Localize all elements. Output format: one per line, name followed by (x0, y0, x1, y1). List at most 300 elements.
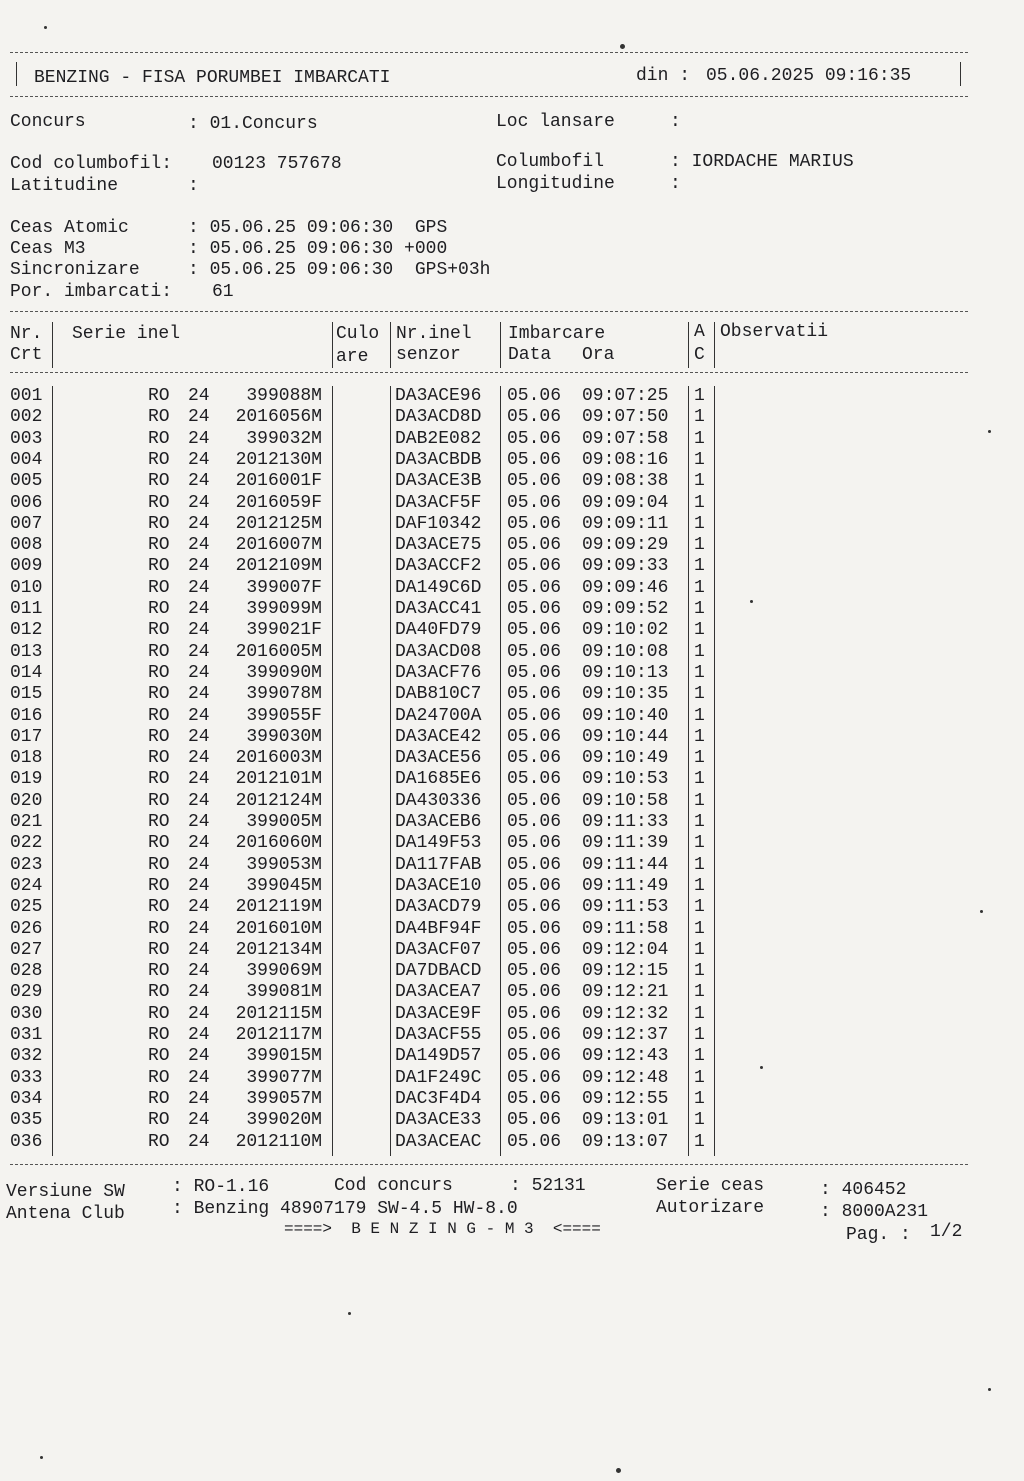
table-row (0, 599, 1024, 620)
table-row (0, 493, 1024, 514)
sensor-ring: DA3ACF5F (395, 492, 482, 513)
basketing-time: 09:11:49 (582, 875, 669, 896)
sensor-ring: DAF10342 (395, 513, 482, 534)
sensor-ring: DA3ACF55 (395, 1025, 482, 1045)
col-data-header: Data (508, 345, 552, 365)
por-imbarcati-value: 61 (212, 282, 234, 302)
ring-year: 24 (188, 535, 210, 556)
ac-flag: 1 (694, 961, 705, 982)
col-sep-6 (714, 322, 715, 368)
basketing-date: 05.06 (507, 1131, 562, 1152)
table-row (0, 1089, 1024, 1110)
basketing-time: 09:07:58 (582, 428, 669, 449)
ring-year: 24 (188, 641, 210, 662)
ac-flag: 1 (694, 854, 705, 875)
basketing-time: 09:11:58 (582, 918, 669, 939)
ring-number: 399090M (246, 662, 322, 683)
row-number: 036 (10, 1131, 43, 1152)
table-row (0, 897, 1024, 918)
table-row (0, 1068, 1024, 1089)
sensor-ring: DA430336 (395, 790, 482, 811)
body-sep-4 (500, 386, 501, 1156)
table-row (0, 706, 1024, 727)
basketing-time: 09:09:29 (582, 535, 669, 556)
ring-number: 399081M (246, 982, 322, 1003)
col-nr-header-2: Crt (10, 345, 43, 365)
ring-country: RO (148, 812, 170, 832)
ring-year: 24 (188, 982, 210, 1003)
ring-number: 2012110M (235, 1131, 322, 1152)
basketing-date: 05.06 (507, 726, 562, 747)
basketing-date: 05.06 (507, 577, 562, 598)
ring-number: 399032M (246, 428, 322, 449)
ring-number: 2016056M (235, 407, 322, 428)
ac-flag: 1 (694, 748, 705, 769)
table-row (0, 1046, 1024, 1067)
ring-number: 399020M (246, 1110, 322, 1131)
row-number: 033 (10, 1067, 43, 1088)
row-number: 032 (10, 1046, 43, 1067)
ring-number: 2012124M (235, 790, 322, 811)
basketing-date: 05.06 (507, 684, 562, 705)
por-imbarcati-label: Por. imbarcati: (10, 282, 173, 302)
ring-country: RO (148, 471, 170, 492)
basketing-date: 05.06 (507, 1046, 562, 1067)
serie-ceas-value: : 406452 (820, 1180, 907, 1200)
ring-number: 399077M (246, 1067, 322, 1088)
ring-country: RO (148, 1067, 170, 1088)
ring-country: RO (148, 1025, 170, 1045)
row-number: 012 (10, 620, 43, 641)
basketing-time: 09:08:16 (582, 449, 669, 470)
basketing-date: 05.06 (507, 386, 562, 406)
serie-ceas-label: Serie ceas (656, 1176, 765, 1196)
ring-number: 2016059F (235, 492, 322, 513)
basketing-date: 05.06 (507, 875, 562, 896)
col-serie-header: Serie inel (72, 324, 181, 344)
col-sep-1 (52, 322, 53, 368)
versiune-value: : RO-1.16 (172, 1177, 270, 1197)
basketing-date: 05.06 (507, 1025, 562, 1045)
col-ac-header-2: C (694, 345, 705, 365)
sensor-ring: DA1685E6 (395, 769, 482, 790)
ring-number: 2012101M (235, 769, 322, 790)
sensor-ring: DA3ACE56 (395, 748, 482, 769)
row-number: 011 (10, 599, 43, 619)
columbofil-label: Columbofil (496, 152, 605, 172)
ring-year: 24 (188, 492, 210, 513)
table-row (0, 769, 1024, 790)
ring-year: 24 (188, 854, 210, 875)
ring-year: 24 (188, 684, 210, 705)
brand-line: ====> B E N Z I N G - M 3 <==== (284, 1220, 601, 1238)
basketing-time: 09:11:33 (582, 812, 669, 832)
row-number: 004 (10, 449, 43, 470)
body-sep-6 (714, 386, 715, 1156)
basketing-date: 05.06 (507, 769, 562, 790)
basketing-time: 09:09:52 (582, 599, 669, 619)
ring-year: 24 (188, 620, 210, 641)
ring-number: 2016010M (235, 918, 322, 939)
table-row (0, 961, 1024, 982)
ring-year: 24 (188, 918, 210, 939)
basketing-date: 05.06 (507, 939, 562, 960)
basketing-time: 09:12:48 (582, 1067, 669, 1088)
columbofil-value: : IORDACHE MARIUS (670, 152, 854, 172)
row-number: 028 (10, 961, 43, 982)
ac-flag: 1 (694, 513, 705, 534)
basketing-date: 05.06 (507, 513, 562, 534)
row-number: 019 (10, 769, 43, 790)
ac-flag: 1 (694, 705, 705, 726)
latitudine-value: : (188, 176, 199, 196)
ring-year: 24 (188, 513, 210, 534)
ring-number: 399088M (246, 386, 322, 406)
col-observatii-header: Observatii (720, 322, 829, 342)
table-row (0, 578, 1024, 599)
row-number: 030 (10, 1003, 43, 1024)
ring-country: RO (148, 982, 170, 1003)
ac-flag: 1 (694, 790, 705, 811)
divider-top (10, 52, 968, 53)
ring-country: RO (148, 961, 170, 982)
basketing-date: 05.06 (507, 833, 562, 854)
basketing-date: 05.06 (507, 535, 562, 556)
basketing-time: 09:10:49 (582, 748, 669, 769)
ring-number: 2012117M (235, 1025, 322, 1045)
report-date: 05.06.2025 09:16:35 (706, 66, 912, 86)
basketing-time: 09:10:58 (582, 790, 669, 811)
basketing-time: 09:08:38 (582, 471, 669, 492)
ac-flag: 1 (694, 599, 705, 619)
ring-year: 24 (188, 897, 210, 918)
ring-country: RO (148, 513, 170, 534)
header-right-border (960, 62, 961, 86)
ring-country: RO (148, 705, 170, 726)
sincronizare-value: : 05.06.25 09:06:30 GPS+03h (188, 260, 491, 280)
ring-year: 24 (188, 939, 210, 960)
sensor-ring: DA4BF94F (395, 918, 482, 939)
row-number: 021 (10, 812, 43, 832)
divider-header (10, 96, 968, 97)
basketing-date: 05.06 (507, 620, 562, 641)
basketing-time: 09:09:33 (582, 556, 669, 577)
col-nrinel-header-2: senzor (396, 345, 461, 365)
ac-flag: 1 (694, 386, 705, 406)
col-sep-4 (500, 322, 501, 368)
basketing-date: 05.06 (507, 1110, 562, 1131)
table-row (0, 407, 1024, 428)
table-row (0, 919, 1024, 940)
ring-number: 399005M (246, 812, 322, 832)
ring-year: 24 (188, 769, 210, 790)
ring-year: 24 (188, 726, 210, 747)
table-row (0, 642, 1024, 663)
ac-flag: 1 (694, 939, 705, 960)
ring-number: 399045M (246, 875, 322, 896)
table-row (0, 727, 1024, 748)
ac-flag: 1 (694, 1025, 705, 1045)
ring-number: 2012125M (235, 513, 322, 534)
cod-columbofil-value: 00123 757678 (212, 154, 342, 174)
row-number: 007 (10, 513, 43, 534)
ac-flag: 1 (694, 1003, 705, 1024)
ring-country: RO (148, 407, 170, 428)
ring-country: RO (148, 726, 170, 747)
table-row (0, 471, 1024, 492)
basketing-time: 09:10:35 (582, 684, 669, 705)
sensor-ring: DA3ACE3B (395, 471, 482, 492)
basketing-time: 09:12:55 (582, 1088, 669, 1109)
row-number: 006 (10, 492, 43, 513)
loc-lansare-value: : (670, 112, 681, 132)
ac-flag: 1 (694, 577, 705, 598)
versiune-label: Versiune SW (6, 1182, 125, 1202)
ring-number: 399057M (246, 1088, 322, 1109)
ring-year: 24 (188, 875, 210, 896)
ring-country: RO (148, 1003, 170, 1024)
ring-number: 2012134M (235, 939, 322, 960)
table-row (0, 1132, 1024, 1153)
sensor-ring: DA3ACEB6 (395, 812, 482, 832)
table-row (0, 812, 1024, 833)
ring-country: RO (148, 875, 170, 896)
ring-year: 24 (188, 961, 210, 982)
ac-flag: 1 (694, 428, 705, 449)
scan-speck (620, 44, 625, 49)
col-ora-header: Ora (582, 345, 615, 365)
row-number: 018 (10, 748, 43, 769)
col-ac-header-1: A (694, 322, 705, 342)
row-number: 005 (10, 471, 43, 492)
ring-year: 24 (188, 577, 210, 598)
row-number: 002 (10, 407, 43, 428)
ac-flag: 1 (694, 1046, 705, 1067)
ring-country: RO (148, 748, 170, 769)
ac-flag: 1 (694, 812, 705, 832)
table-row (0, 450, 1024, 471)
ceas-atomic-value: : 05.06.25 09:06:30 GPS (188, 218, 448, 238)
page-label: Pag. : (846, 1225, 911, 1245)
ring-country: RO (148, 833, 170, 854)
ring-year: 24 (188, 449, 210, 470)
table-row (0, 620, 1024, 641)
body-sep-5 (688, 386, 689, 1156)
ring-country: RO (148, 386, 170, 406)
antena-value: : Benzing 48907179 SW-4.5 HW-8.0 (172, 1199, 518, 1219)
basketing-time: 09:09:11 (582, 513, 669, 534)
col-sep-3 (390, 322, 391, 368)
ring-number: 2012119M (235, 897, 322, 918)
ring-number: 399053M (246, 854, 322, 875)
ring-country: RO (148, 599, 170, 619)
basketing-date: 05.06 (507, 918, 562, 939)
ring-country: RO (148, 790, 170, 811)
basketing-time: 09:13:01 (582, 1110, 669, 1131)
ac-flag: 1 (694, 833, 705, 854)
basketing-date: 05.06 (507, 428, 562, 449)
sensor-ring: DA149F53 (395, 833, 482, 854)
basketing-date: 05.06 (507, 705, 562, 726)
body-sep-3 (390, 386, 391, 1156)
ceas-atomic-label: Ceas Atomic (10, 218, 129, 238)
body-sep-1 (52, 386, 53, 1156)
ring-country: RO (148, 684, 170, 705)
table-row (0, 556, 1024, 577)
ring-country: RO (148, 492, 170, 513)
ac-flag: 1 (694, 471, 705, 492)
sensor-ring: DA3ACD8D (395, 407, 482, 428)
table-row (0, 535, 1024, 556)
row-number: 017 (10, 726, 43, 747)
basketing-time: 09:10:08 (582, 641, 669, 662)
basketing-date: 05.06 (507, 812, 562, 832)
loc-lansare-label: Loc lansare (496, 112, 615, 132)
sensor-ring: DAB2E082 (395, 428, 482, 449)
basketing-date: 05.06 (507, 471, 562, 492)
ac-flag: 1 (694, 769, 705, 790)
ring-year: 24 (188, 662, 210, 683)
divider-columns (10, 372, 968, 373)
sensor-ring: DA24700A (395, 705, 482, 726)
row-number: 026 (10, 918, 43, 939)
row-number: 015 (10, 684, 43, 705)
sensor-ring: DA3ACEA7 (395, 982, 482, 1003)
scan-speck (44, 26, 47, 29)
sensor-ring: DA3ACE42 (395, 726, 482, 747)
header-left-border (16, 62, 17, 86)
ring-number: 399030M (246, 726, 322, 747)
row-number: 001 (10, 386, 43, 406)
ring-number: 2012115M (235, 1003, 322, 1024)
scan-speck (988, 1388, 991, 1391)
sensor-ring: DAC3F4D4 (395, 1088, 482, 1109)
scan-speck (980, 910, 983, 913)
ring-year: 24 (188, 790, 210, 811)
body-sep-2 (332, 386, 333, 1156)
col-imbarcare-header: Imbarcare (508, 324, 606, 344)
ring-year: 24 (188, 1046, 210, 1067)
basketing-date: 05.06 (507, 1088, 562, 1109)
col-culoare-header-1: Culo (336, 324, 380, 344)
ring-country: RO (148, 1131, 170, 1152)
table-row (0, 386, 1024, 407)
col-sep-2 (332, 322, 333, 368)
longitudine-label: Longitudine (496, 174, 615, 194)
antena-label: Antena Club (6, 1204, 125, 1224)
ring-country: RO (148, 1046, 170, 1067)
basketing-time: 09:12:15 (582, 961, 669, 982)
sensor-ring: DA3ACEAC (395, 1131, 482, 1152)
sensor-ring: DA1F249C (395, 1067, 482, 1088)
ac-flag: 1 (694, 449, 705, 470)
basketing-date: 05.06 (507, 897, 562, 918)
ring-year: 24 (188, 1088, 210, 1109)
row-number: 031 (10, 1025, 43, 1045)
ring-year: 24 (188, 812, 210, 832)
ring-year: 24 (188, 833, 210, 854)
table-row (0, 982, 1024, 1003)
basketing-time: 09:13:07 (582, 1131, 669, 1152)
page-number: 1/2 (930, 1222, 963, 1242)
row-number: 010 (10, 577, 43, 598)
basketing-date: 05.06 (507, 1067, 562, 1088)
basketing-date: 05.06 (507, 449, 562, 470)
sensor-ring: DA149C6D (395, 577, 482, 598)
sensor-ring: DA3ACD08 (395, 641, 482, 662)
row-number: 013 (10, 641, 43, 662)
basketing-date: 05.06 (507, 961, 562, 982)
row-number: 034 (10, 1088, 43, 1109)
table-row (0, 1025, 1024, 1046)
ring-number: 399015M (246, 1046, 322, 1067)
ring-year: 24 (188, 428, 210, 449)
report-date-label: din : (636, 66, 691, 86)
ac-flag: 1 (694, 620, 705, 641)
ring-year: 24 (188, 599, 210, 619)
ac-flag: 1 (694, 1067, 705, 1088)
cod-columbofil-label: Cod columbofil: (10, 154, 173, 174)
table-row (0, 684, 1024, 705)
row-number: 022 (10, 833, 43, 854)
ring-number: 2016005M (235, 641, 322, 662)
ring-year: 24 (188, 1131, 210, 1152)
ac-flag: 1 (694, 1110, 705, 1131)
basketing-time: 09:12:32 (582, 1003, 669, 1024)
ring-country: RO (148, 897, 170, 918)
row-number: 016 (10, 705, 43, 726)
autorizare-label: Autorizare (656, 1198, 765, 1218)
ceas-m3-label: Ceas M3 (10, 239, 86, 259)
ac-flag: 1 (694, 662, 705, 683)
row-number: 003 (10, 428, 43, 449)
ac-flag: 1 (694, 492, 705, 513)
ring-number: 2016003M (235, 748, 322, 769)
ac-flag: 1 (694, 982, 705, 1003)
basketing-date: 05.06 (507, 982, 562, 1003)
row-number: 009 (10, 556, 43, 577)
basketing-time: 09:11:53 (582, 897, 669, 918)
ac-flag: 1 (694, 641, 705, 662)
ceas-m3-value: : 05.06.25 09:06:30 +000 (188, 239, 448, 259)
basketing-date: 05.06 (507, 641, 562, 662)
ring-year: 24 (188, 1025, 210, 1045)
basketing-time: 09:12:04 (582, 939, 669, 960)
basketing-date: 05.06 (507, 1003, 562, 1024)
ac-flag: 1 (694, 684, 705, 705)
ring-year: 24 (188, 748, 210, 769)
ring-year: 24 (188, 1110, 210, 1131)
ring-country: RO (148, 1110, 170, 1131)
ring-year: 24 (188, 1067, 210, 1088)
ring-year: 24 (188, 705, 210, 726)
ring-country: RO (148, 577, 170, 598)
basketing-time: 09:12:37 (582, 1025, 669, 1045)
ac-flag: 1 (694, 556, 705, 577)
ring-country: RO (148, 939, 170, 960)
sensor-ring: DA3ACC41 (395, 599, 482, 619)
row-number: 008 (10, 535, 43, 556)
ring-number: 399055F (246, 705, 322, 726)
col-nr-header-1: Nr. (10, 324, 43, 344)
sensor-ring: DA3ACD79 (395, 897, 482, 918)
ac-flag: 1 (694, 897, 705, 918)
basketing-time: 09:12:43 (582, 1046, 669, 1067)
table-row (0, 514, 1024, 535)
cod-concurs-value: : 52131 (510, 1176, 586, 1196)
sensor-ring: DAB810C7 (395, 684, 482, 705)
ring-country: RO (148, 428, 170, 449)
